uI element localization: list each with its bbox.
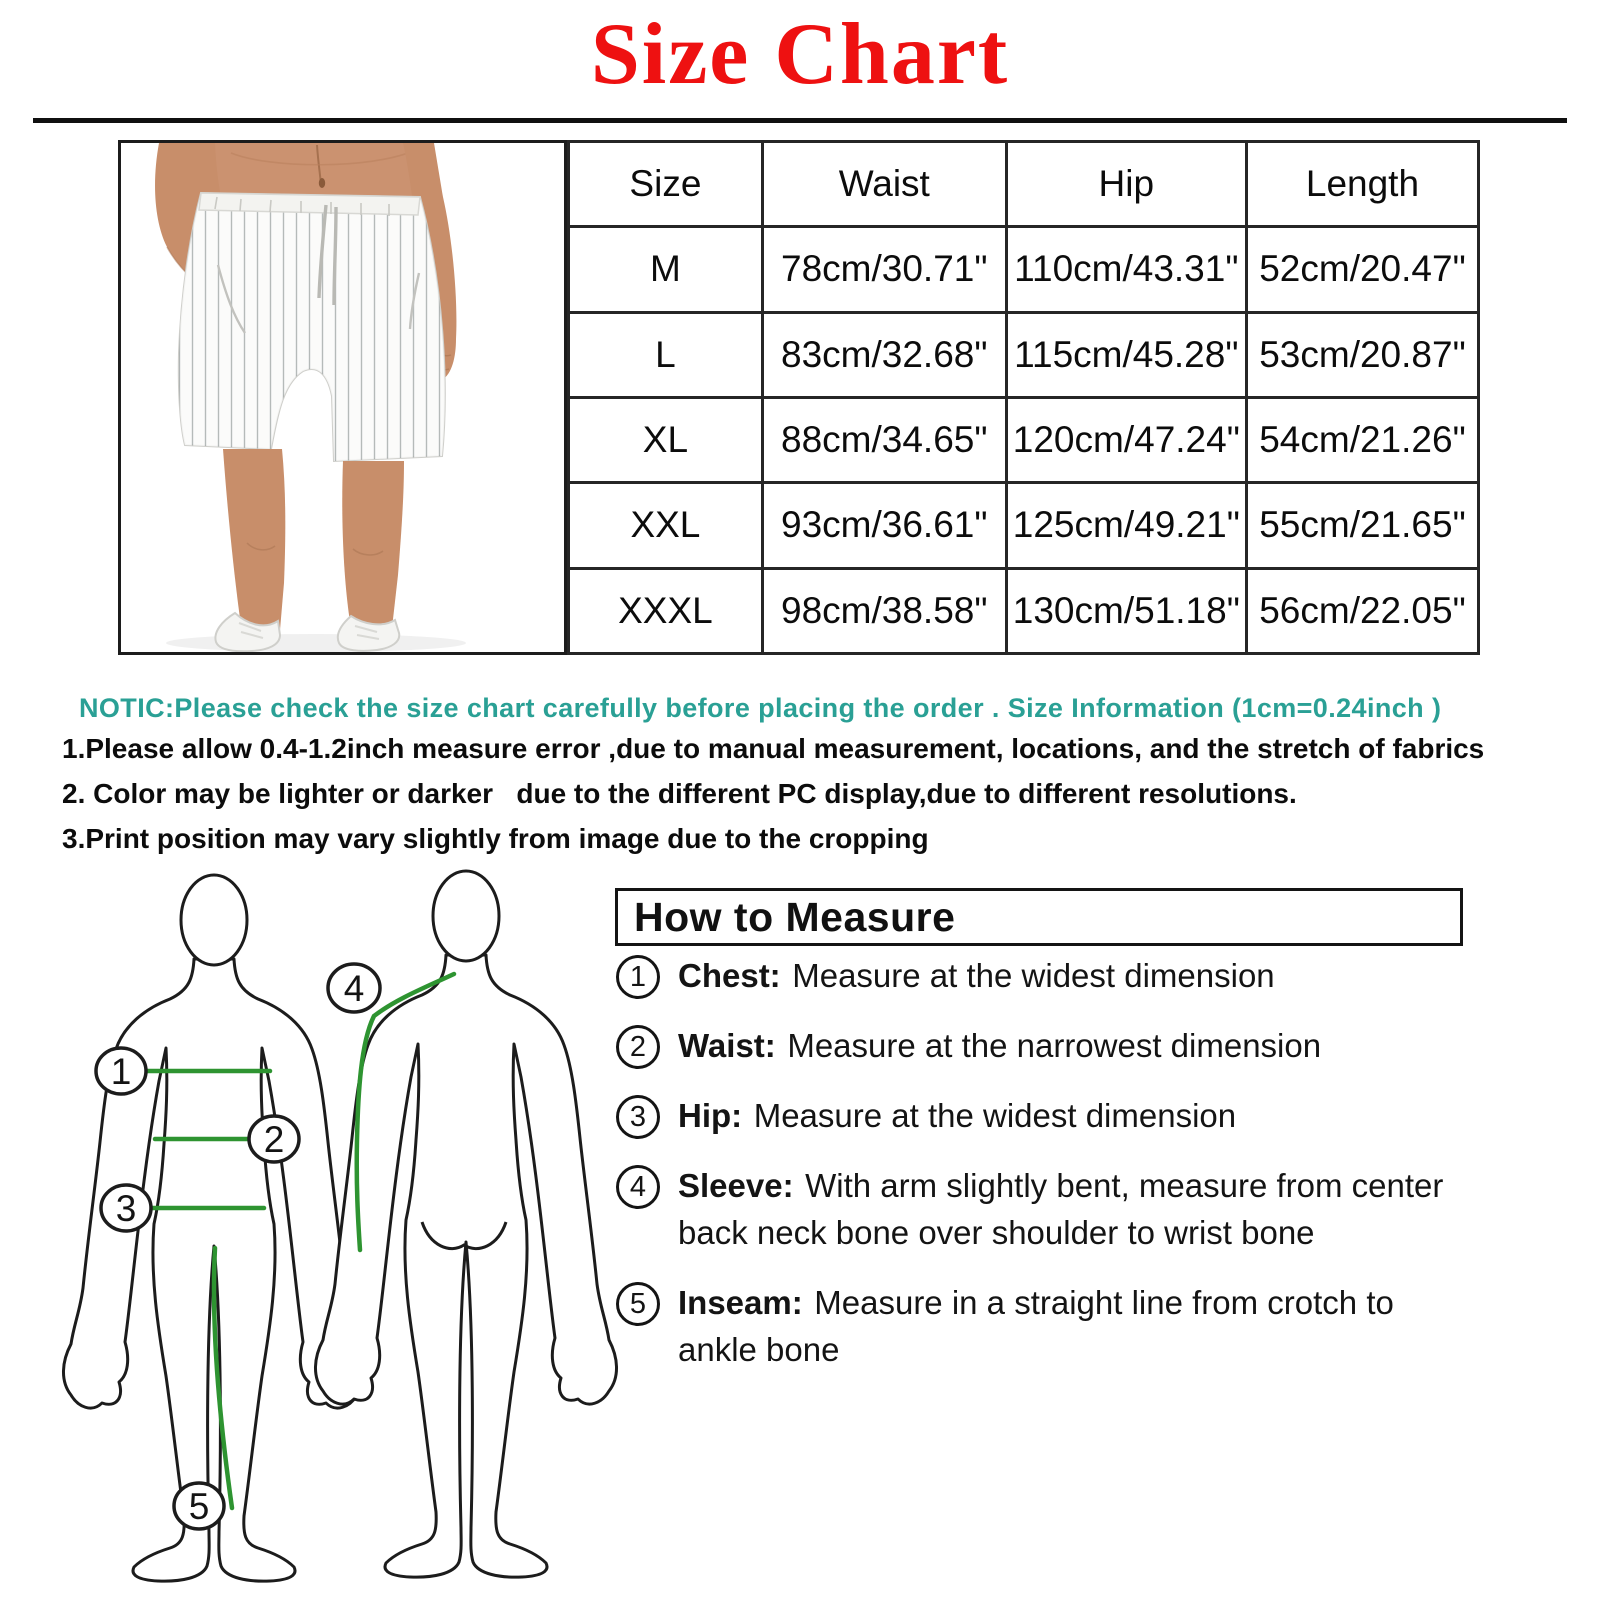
notice-headline: NOTIC:Please check the size chart carefully before placing the order . Size Information (1cm=0.24inch )	[79, 693, 1442, 723]
cell-hip: 115cm/45.28"	[1006, 312, 1246, 397]
size-table	[567, 140, 1480, 655]
measure-item-text: With arm slightly bent, measure from center back neck bone over shoulder to wrist bone	[678, 1167, 1444, 1251]
measure-item-text: Measure at the widest dimension	[753, 1097, 1237, 1134]
measure-item-number: 3	[616, 1095, 660, 1139]
how-to-measure-box	[615, 888, 1463, 946]
cell-size: L	[569, 312, 763, 397]
cell-hip: 130cm/51.18"	[1006, 568, 1246, 653]
cell-length: 56cm/22.05"	[1246, 568, 1478, 653]
cell-hip: 120cm/47.24"	[1006, 397, 1246, 482]
table-row	[569, 312, 1479, 397]
measure-item-sleeve	[616, 1162, 1476, 1256]
table-row	[569, 483, 1479, 568]
cell-size: M	[569, 227, 763, 312]
cell-waist: 98cm/38.58"	[762, 568, 1006, 653]
cell-length: 53cm/20.87"	[1246, 312, 1478, 397]
measure-item-number: 1	[616, 955, 660, 999]
measure-item-number: 4	[616, 1165, 660, 1209]
page-title: Size Chart	[590, 6, 1010, 103]
cell-waist: 93cm/36.61"	[762, 483, 1006, 568]
title-divider	[33, 118, 1567, 123]
measure-item-number: 5	[616, 1282, 660, 1326]
measurement-diagram	[58, 856, 624, 1592]
header-waist: Waist	[762, 142, 1006, 227]
measure-item-text: Measure at the widest dimension	[792, 957, 1275, 994]
cell-waist: 83cm/32.68"	[762, 312, 1006, 397]
note-3: 3.Print position may vary slightly from image due to the cropping	[62, 823, 929, 854]
size-table-header-row	[569, 142, 1479, 227]
cell-size: XXXL	[569, 568, 763, 653]
measure-item-hip	[616, 1092, 1476, 1139]
measure-item-text-wrap	[678, 1022, 1468, 1069]
cell-length: 52cm/20.47"	[1246, 227, 1478, 312]
header-hip: Hip	[1006, 142, 1246, 227]
diagram-label-3: 3	[115, 1188, 137, 1229]
diagram-label-4: 4	[343, 968, 365, 1009]
measure-item-text-wrap	[678, 952, 1468, 999]
cell-waist: 78cm/30.71"	[762, 227, 1006, 312]
header-length: Length	[1246, 142, 1478, 227]
cell-size: XL	[569, 397, 763, 482]
measure-item-label: Inseam:	[678, 1284, 803, 1321]
table-row	[569, 227, 1479, 312]
cell-length: 54cm/21.26"	[1246, 397, 1478, 482]
diagram-label-5: 5	[188, 1486, 210, 1527]
measure-item-chest	[616, 952, 1476, 999]
measure-item-label: Hip:	[678, 1097, 743, 1134]
measure-item-text: Measure at the narrowest dimension	[787, 1027, 1322, 1064]
table-row	[569, 397, 1479, 482]
measure-item-text: Measure in a straight line from crotch to ankle bone	[678, 1284, 1394, 1368]
cell-hip: 125cm/49.21"	[1006, 483, 1246, 568]
striped-shorts-photo-illustration	[121, 143, 564, 652]
how-to-measure-heading: How to Measure	[634, 893, 956, 940]
product-photo	[118, 140, 567, 655]
note-2: 2. Color may be lighter or darker due to the different PC display,due to different resolutions.	[62, 778, 1297, 809]
cell-length: 55cm/21.65"	[1246, 483, 1478, 568]
header-size: Size	[569, 142, 763, 227]
table-row	[569, 568, 1479, 653]
body-outline-figures	[58, 856, 624, 1592]
measure-item-label: Chest:	[678, 957, 781, 994]
measure-item-number: 2	[616, 1025, 660, 1069]
measure-item-label: Sleeve:	[678, 1167, 794, 1204]
measure-item-label: Waist:	[678, 1027, 776, 1064]
measure-item-inseam	[616, 1279, 1476, 1373]
diagram-label-1: 1	[110, 1051, 132, 1092]
how-to-measure-list	[616, 952, 1476, 1396]
diagram-label-2: 2	[263, 1119, 285, 1160]
measure-item-waist	[616, 1022, 1476, 1069]
size-table-wrap	[567, 140, 1480, 655]
cell-hip: 110cm/43.31"	[1006, 227, 1246, 312]
notice-notes	[62, 726, 1512, 861]
cell-waist: 88cm/34.65"	[762, 397, 1006, 482]
cell-size: XXL	[569, 483, 763, 568]
measure-item-text-wrap	[678, 1092, 1468, 1139]
measure-item-text-wrap	[678, 1279, 1468, 1373]
note-1: 1.Please allow 0.4-1.2inch measure error ,due to manual measurement, locations, and the stretch of fabrics	[62, 733, 1485, 764]
measure-item-text-wrap	[678, 1162, 1468, 1256]
